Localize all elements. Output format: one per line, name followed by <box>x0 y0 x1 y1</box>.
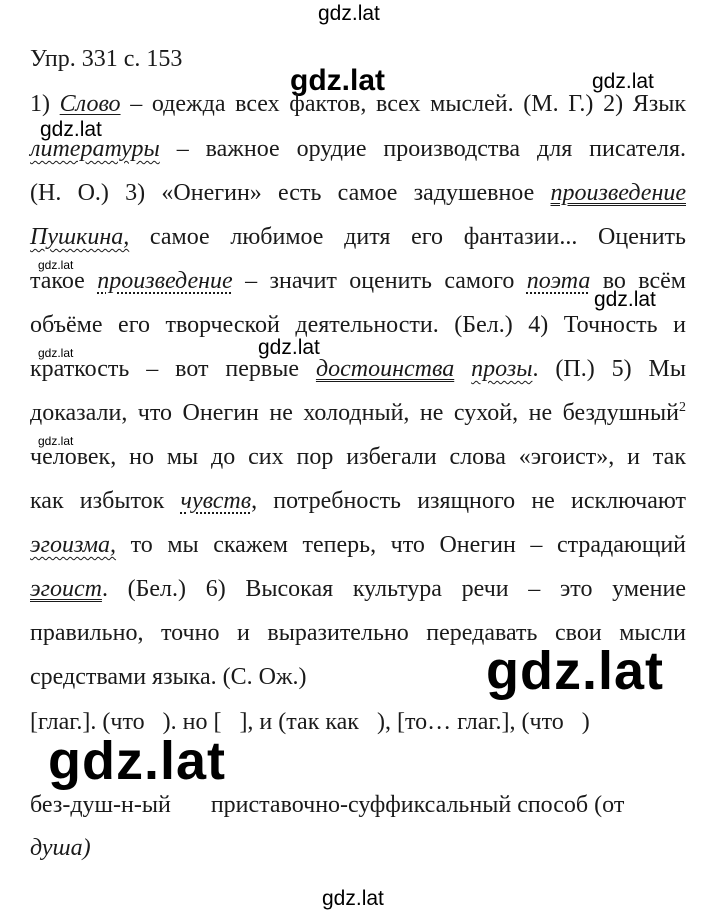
underlined-word: чувств <box>180 488 252 514</box>
text-line-9: человек, но мы до сих пор избегали слова «эгоист», и так <box>30 444 686 470</box>
watermark-left-1: gdz.lat <box>40 118 102 141</box>
underlined-word: прозы <box>471 356 533 382</box>
sentence-scheme: [глаг.]. (что ). но [ ], и (так как ), [то… глаг.], (что ) <box>30 709 590 735</box>
watermark-tiny-2: gdz.lat <box>38 346 74 360</box>
watermark-bottom: gdz.lat <box>322 887 384 910</box>
underlined-word: литературы <box>30 136 160 162</box>
word-parse-line <box>30 790 686 820</box>
text-line-13: правильно, точно и выразительно передавать свои мысли <box>30 620 686 646</box>
exercise-header: Упр. 331 с. 153 <box>30 46 183 72</box>
watermark-right-2: gdz.lat <box>594 288 656 311</box>
text-line-4: Пушкина, самое любимое дитя его фантазии... Оценить <box>30 224 686 250</box>
underlined-word: эгоизма, <box>30 532 117 558</box>
word-source: душа) <box>30 835 91 861</box>
text-line-10: как избыток чувств, потребность изящного не исключают <box>30 488 686 514</box>
underlined-word: произведение <box>550 180 686 206</box>
parsed-word: без-душ-н-ый <box>30 792 171 818</box>
watermark-tiny-1: gdz.lat <box>38 258 74 272</box>
text-line-1: 1) Слово – одежда всех фактов, всех мыслей. (М. Г.) 2) Язык <box>30 91 687 117</box>
underlined-word: поэта <box>526 268 591 294</box>
footnote-mark: 2 <box>679 400 686 415</box>
underlined-word: Слово <box>59 91 121 117</box>
watermark-top: gdz.lat <box>318 2 380 25</box>
watermark-mid-2: gdz.lat <box>258 336 320 359</box>
text-line-6: объёме его творческой деятельности. (Бел.) 4) Точность и <box>30 312 686 338</box>
text-line-8: доказали, что Онегин не холодный, не сухой, не бездушный$^2$ <box>30 400 686 426</box>
text-line-5: такое произведение – значит оценить самого поэта во всём <box>30 268 686 294</box>
text-line-3: (Н. О.) 3) «Онегин» есть самое задушевное произведение <box>30 180 686 206</box>
watermark-big-right: gdz.lat <box>486 641 664 701</box>
text-line-12: эгоист. (Бел.) 6) Высокая культура речи – это умение <box>30 576 686 602</box>
text-line-14: средствами языка. (С. Ож.) <box>30 664 307 690</box>
underlined-word: достоинства <box>315 356 455 382</box>
underlined-word: произведение <box>97 268 233 294</box>
text-line-7: краткость – вот первые достоинства прозы. (П.) 5) Мы <box>30 356 686 382</box>
watermark-mid-bold: gdz.lat <box>290 64 385 97</box>
watermark-big-left: gdz.lat <box>48 731 226 791</box>
formation-method: приставочно-суффиксальный способ (от <box>210 792 625 818</box>
text-line-2: литературы – важное орудие производства для писателя. <box>30 136 686 162</box>
underlined-word: эгоист <box>30 576 102 602</box>
watermark-tiny-3: gdz.lat <box>38 434 74 448</box>
underlined-word: Пушкина, <box>30 224 130 250</box>
text-line-11: эгоизма, то мы скажем теперь, что Онегин – страдающий <box>30 532 686 558</box>
watermark-right-1: gdz.lat <box>592 70 654 93</box>
